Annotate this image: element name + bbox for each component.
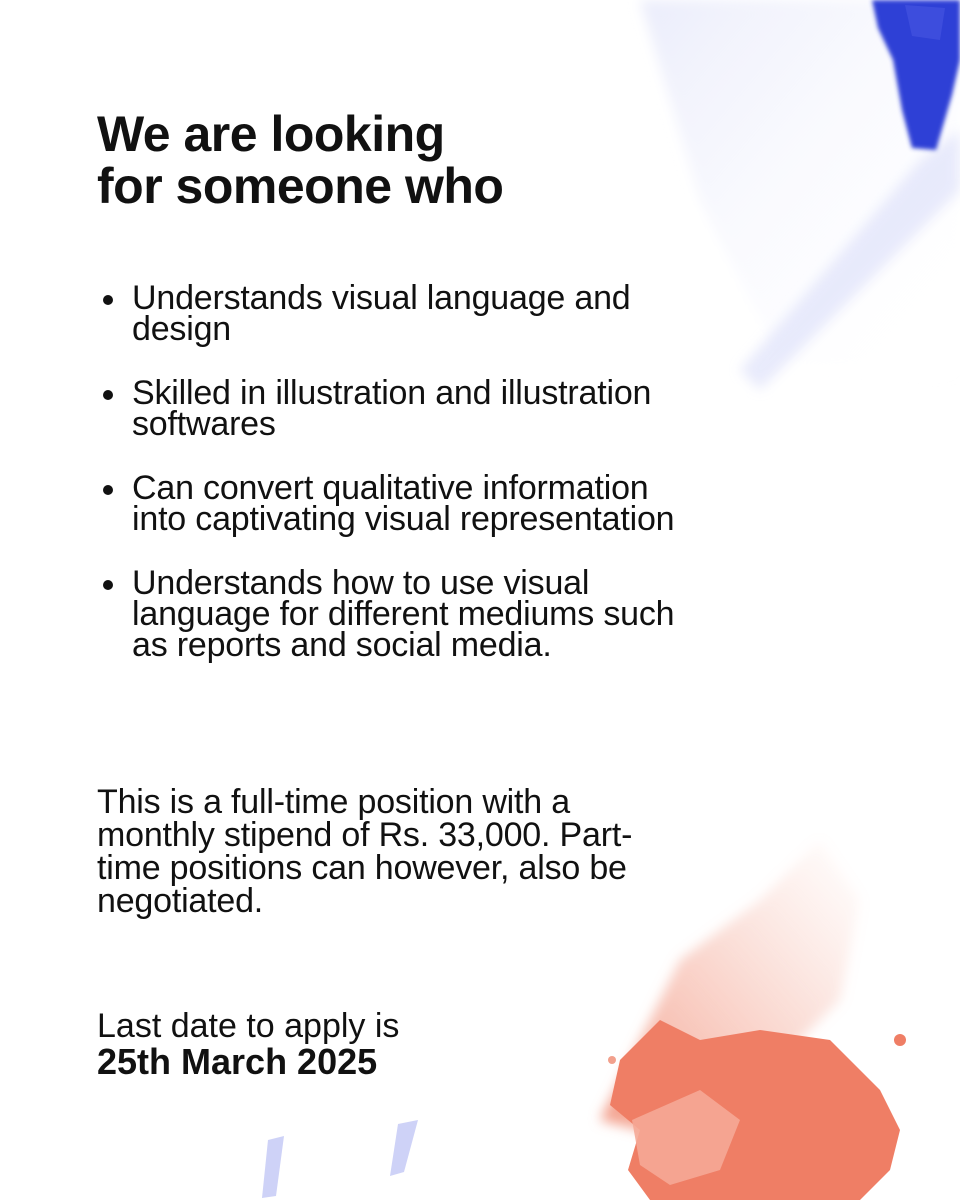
application-deadline [97, 1008, 657, 1080]
title-line-2: for someone who [97, 158, 504, 214]
requirements-list [97, 279, 697, 694]
deadline-lead: Last date to apply is [97, 1007, 400, 1045]
list-item [97, 374, 697, 443]
position-details: This is a full-time position with a monthly stipend of Rs. 33,000. Part-time positions can however, also be negotiated. [97, 783, 633, 920]
list-item [97, 279, 697, 348]
deadline-date: 25th March 2025 [97, 1041, 378, 1082]
bullet-icon [103, 580, 113, 590]
list-item [97, 469, 697, 538]
page-title [97, 108, 717, 212]
list-item-text: Can convert qualitative information into captivating visual representation [132, 469, 675, 538]
bullet-icon [103, 485, 113, 495]
list-item-text: Understands how to use visual language for different mediums such as reports and social media. [132, 564, 675, 664]
list-item-text: Skilled in illustration and illustration softwares [132, 374, 652, 443]
list-item [97, 564, 697, 664]
list-item-text: Understands visual language and design [132, 279, 631, 348]
title-line-1: We are looking [97, 106, 445, 162]
bullet-icon [103, 390, 113, 400]
bullet-icon [103, 295, 113, 305]
